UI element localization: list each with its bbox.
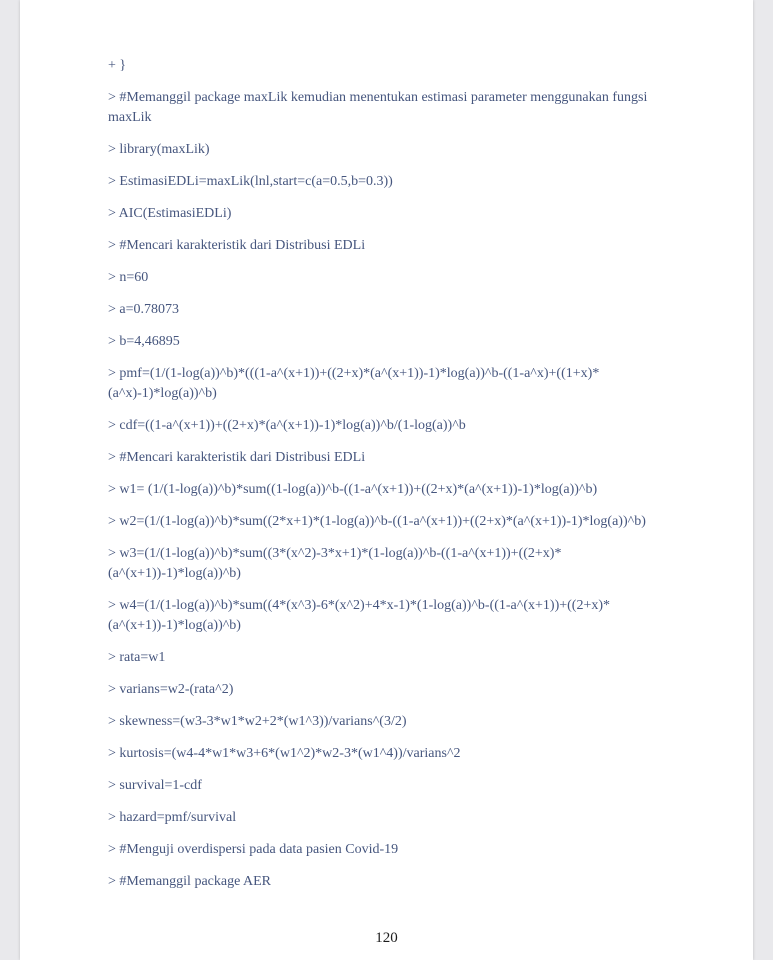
page-number: 120 bbox=[375, 930, 398, 946]
code-line: > #Memanggil package AER bbox=[108, 874, 272, 889]
code-line: > w3=(1/(1-log(a))^b)*sum((3*(x^2)-3*x+1)*(1-log(a))^b-((1-a^(x+1))+((2+x)*(a^(x+1))-1)*log(a))^b) bbox=[108, 546, 562, 581]
code-line: > survival=1-cdf bbox=[108, 778, 202, 793]
code-line: > hazard=pmf/survival bbox=[108, 810, 237, 825]
code-line: > w2=(1/(1-log(a))^b)*sum((2*x+1)*(1-log(a))^b-((1-a^(x+1))+((2+x)*(a^(x+1))-1)*log(a))^b) bbox=[108, 514, 646, 529]
code-line: > kurtosis=(w4-4*w1*w3+6*(w1^2)*w2-3*(w1^4))/varians^2 bbox=[108, 746, 461, 761]
code-line: > varians=w2-(rata^2) bbox=[108, 682, 234, 697]
code-line: > #Mencari karakteristik dari Distribusi EDLi bbox=[108, 450, 366, 465]
code-listing bbox=[108, 56, 668, 904]
code-line: > w4=(1/(1-log(a))^b)*sum((4*(x^3)-6*(x^2)+4*x-1)*(1-log(a))^b-((1-a^(x+1))+((2+x)*(a^(x+1))-1)*log(a))^b) bbox=[108, 598, 611, 633]
code-line: > w1= (1/(1-log(a))^b)*sum((1-log(a))^b-((1-a^(x+1))+((2+x)*(a^(x+1))-1)*log(a))^b) bbox=[108, 482, 598, 497]
code-line: > AIC(EstimasiEDLi) bbox=[108, 206, 232, 221]
code-line: > library(maxLik) bbox=[108, 142, 210, 157]
code-line: > #Menguji overdispersi pada data pasien Covid-19 bbox=[108, 842, 399, 857]
code-line: > skewness=(w3-3*w1*w2+2*(w1^3))/varians^(3/2) bbox=[108, 714, 407, 729]
code-line: > a=0.78073 bbox=[108, 302, 180, 317]
code-line: + } bbox=[108, 58, 127, 73]
document-page bbox=[20, 0, 753, 960]
code-line: > b=4,46895 bbox=[108, 334, 180, 349]
code-line: > #Mencari karakteristik dari Distribusi EDLi bbox=[108, 238, 366, 253]
code-line: > pmf=(1/(1-log(a))^b)*(((1-a^(x+1))+((2+x)*(a^(x+1))-1)*log(a))^b-((1-a^x)+((1+x)*(a^x)-1)*log(a))^b) bbox=[108, 366, 600, 401]
code-line: > #Memanggil package maxLik kemudian menentukan estimasi parameter menggunakan fungsi maxLik bbox=[108, 90, 648, 125]
code-line: > rata=w1 bbox=[108, 650, 166, 665]
code-line: > cdf=((1-a^(x+1))+((2+x)*(a^(x+1))-1)*log(a))^b/(1-log(a))^b bbox=[108, 418, 466, 433]
code-line: > EstimasiEDLi=maxLik(lnl,start=c(a=0.5,b=0.3)) bbox=[108, 174, 393, 189]
code-line: > n=60 bbox=[108, 270, 149, 285]
